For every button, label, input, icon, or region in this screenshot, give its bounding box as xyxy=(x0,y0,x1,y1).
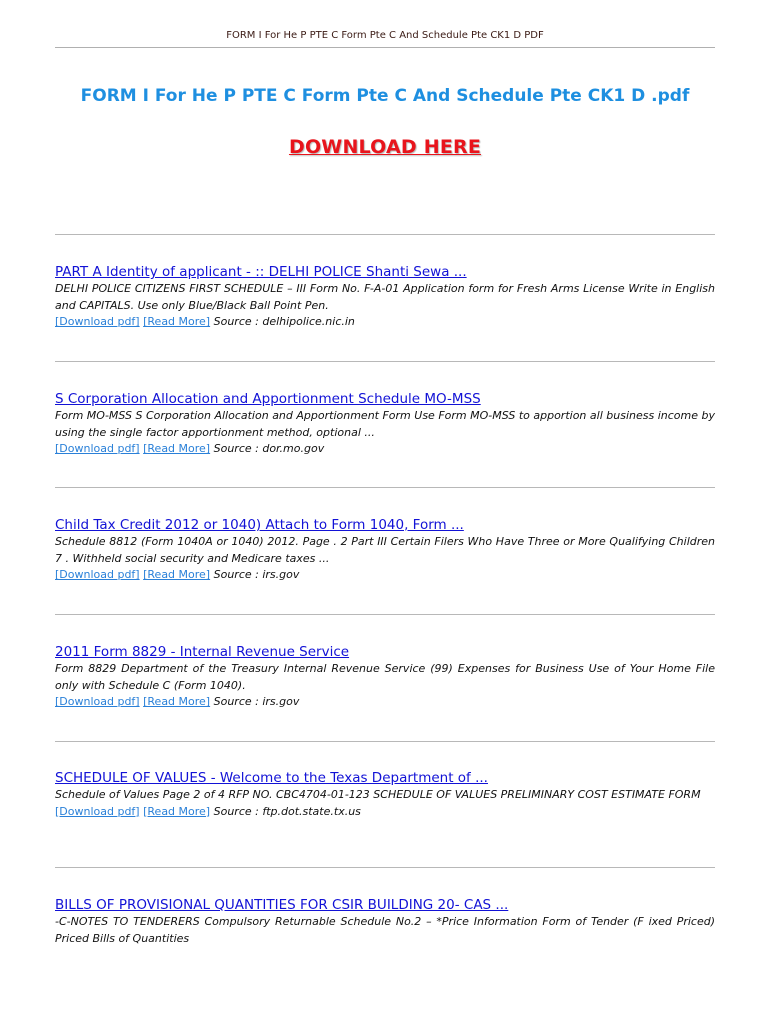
page-header: FORM I For He P PTE C Form Pte C And Schedule Pte CK1 D PDF xyxy=(226,30,544,41)
read-more-link[interactable]: [Read More] xyxy=(143,442,211,455)
download-pdf-link[interactable]: [Download pdf] xyxy=(55,804,140,818)
entry-title-link[interactable]: SCHEDULE OF VALUES - Welcome to the Texas Department of ... xyxy=(55,770,488,786)
entry-title-link[interactable]: BILLS OF PROVISIONAL QUANTITIES FOR CSIR BUILDING 20- CAS ... xyxy=(55,897,509,913)
section-divider xyxy=(55,487,715,488)
read-more-link[interactable]: [Read More] xyxy=(143,315,211,328)
result-entry xyxy=(55,769,715,820)
section-divider xyxy=(55,361,715,362)
entry-description: DELHI POLICE CITIZENS FIRST SCHEDULE – III Form No. F-A-01 Application form for Fresh Arms License Write in English and CAPITALS. Use only Blue/Black Ball Point Pen. xyxy=(55,282,715,312)
read-more-link[interactable]: [Read More] xyxy=(143,804,211,818)
result-entry xyxy=(55,516,715,584)
download-pdf-link[interactable]: [Download pdf] xyxy=(55,568,140,581)
result-entry xyxy=(55,263,715,331)
section-divider xyxy=(55,614,715,615)
download-here-link[interactable]: DOWNLOAD HERE xyxy=(288,136,482,158)
entry-links xyxy=(55,441,715,458)
entry-title-link[interactable]: S Corporation Allocation and Apportionment Schedule MO-MSS xyxy=(55,391,481,407)
result-entry xyxy=(55,643,715,711)
entry-description: Form MO-MSS S Corporation Allocation and Apportionment Form Use Form MO-MSS to apportion all business income by using the single factor apportionment method, optional ... xyxy=(55,409,715,439)
entry-description: Schedule 8812 (Form 1040A or 1040) 2012. Page . 2 Part III Certain Filers Who Have Three or More Qualifying Children 7 . Withheld social security and Medicare taxes ... xyxy=(55,535,715,565)
entry-links xyxy=(55,314,715,331)
entry-links xyxy=(55,804,715,821)
download-pdf-link[interactable]: [Download pdf] xyxy=(55,695,140,708)
entry-title-link[interactable]: 2011 Form 8829 - Internal Revenue Service xyxy=(55,644,350,660)
entry-source: Source : delhipolice.nic.in xyxy=(213,315,355,328)
entry-source: Source : irs.gov xyxy=(213,568,300,581)
download-section xyxy=(0,136,770,158)
document-title: FORM I For He P PTE C Form Pte C And Schedule Pte CK1 D .pdf xyxy=(80,86,690,106)
header-divider xyxy=(55,47,715,48)
read-more-link[interactable]: [Read More] xyxy=(143,695,211,708)
download-pdf-link[interactable]: [Download pdf] xyxy=(55,315,140,328)
entry-description: Form 8829 Department of the Treasury Internal Revenue Service (99) Expenses for Business Use of Your Home File only with Schedule C (Form 1040). xyxy=(55,662,715,692)
result-entry xyxy=(55,896,715,947)
section-divider xyxy=(55,234,715,235)
entry-source: Source : dor.mo.gov xyxy=(213,442,325,455)
entry-links xyxy=(55,567,715,584)
read-more-link[interactable]: [Read More] xyxy=(143,568,211,581)
entry-title-link[interactable]: PART A Identity of applicant - :: DELHI POLICE Shanti Sewa ... xyxy=(55,264,467,280)
download-pdf-link[interactable]: [Download pdf] xyxy=(55,442,140,455)
section-divider xyxy=(55,867,715,868)
entry-source: Source : irs.gov xyxy=(213,695,300,708)
entry-source: Source : ftp.dot.state.tx.us xyxy=(213,804,361,818)
entry-description: -C-NOTES TO TENDERERS Compulsory Returnable Schedule No.2 – *Price Information Form of Tender (F ixed Priced) Priced Bills of Quantities xyxy=(55,915,715,945)
entry-description: Schedule of Values Page 2 of 4 RFP NO. CBC4704-01-123 SCHEDULE OF VALUES PRELIMINARY COST ESTIMATE FORM xyxy=(55,788,701,801)
entry-title-link[interactable]: Child Tax Credit 2012 or 1040) Attach to Form 1040, Form ... xyxy=(55,517,464,533)
entry-links xyxy=(55,694,715,711)
result-entry xyxy=(55,390,715,458)
section-divider xyxy=(55,741,715,742)
